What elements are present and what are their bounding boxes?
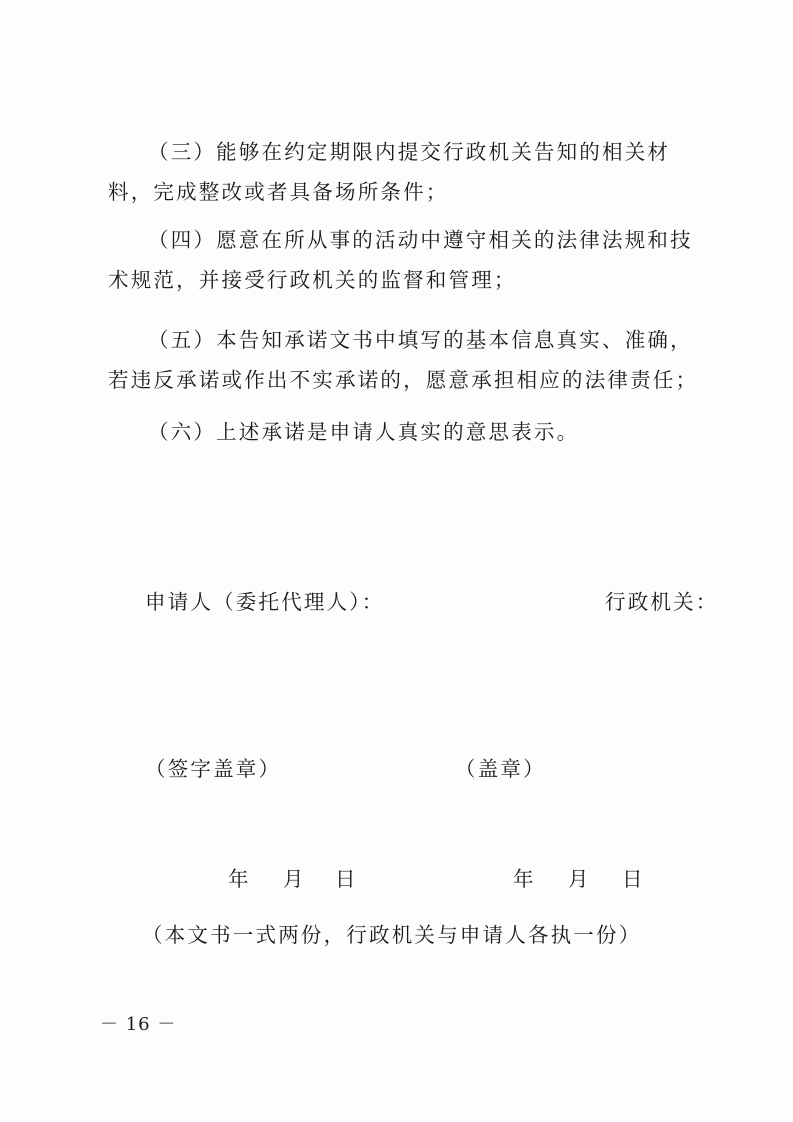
applicant-day: 日 [335, 867, 356, 891]
agency-label: 行政机关： [605, 590, 719, 614]
applicant-year: 年 [228, 867, 249, 891]
paragraph-6 [108, 412, 700, 452]
paragraph-6-text: （六）上述承诺是申请人真实的意思表示。 [148, 420, 580, 444]
paragraph-4-text: （四）愿意在所从事的活动中遵守相关的法律法规和技术规范，并接受行政机关的监督和管理； [108, 228, 693, 292]
document-note: （本文书一式两份，行政机关与申请人各执一份） [142, 923, 642, 947]
paragraph-5-text: （五）本告知承诺文书中填写的基本信息真实、准确，若违反承诺或作出不实承诺的，愿意承担相应的法律责任； [108, 328, 699, 392]
agency-sign: （盖章） [455, 757, 546, 781]
paragraph-3-text: （三）能够在约定期限内提交行政机关告知的相关材料，完成整改或者具备场所条件； [108, 140, 671, 204]
applicant-month: 月 [283, 867, 304, 891]
paragraph-4 [108, 220, 700, 300]
applicant-sign: （签字盖章） [145, 757, 282, 781]
paragraph-5 [108, 320, 700, 400]
paragraph-3 [108, 132, 700, 212]
agency-month: 月 [568, 867, 589, 891]
applicant-label: 申请人（委托代理人）： [145, 590, 385, 614]
page-number: － 16 － [100, 1014, 177, 1035]
agency-year: 年 [513, 867, 534, 891]
agency-day: 日 [622, 867, 643, 891]
